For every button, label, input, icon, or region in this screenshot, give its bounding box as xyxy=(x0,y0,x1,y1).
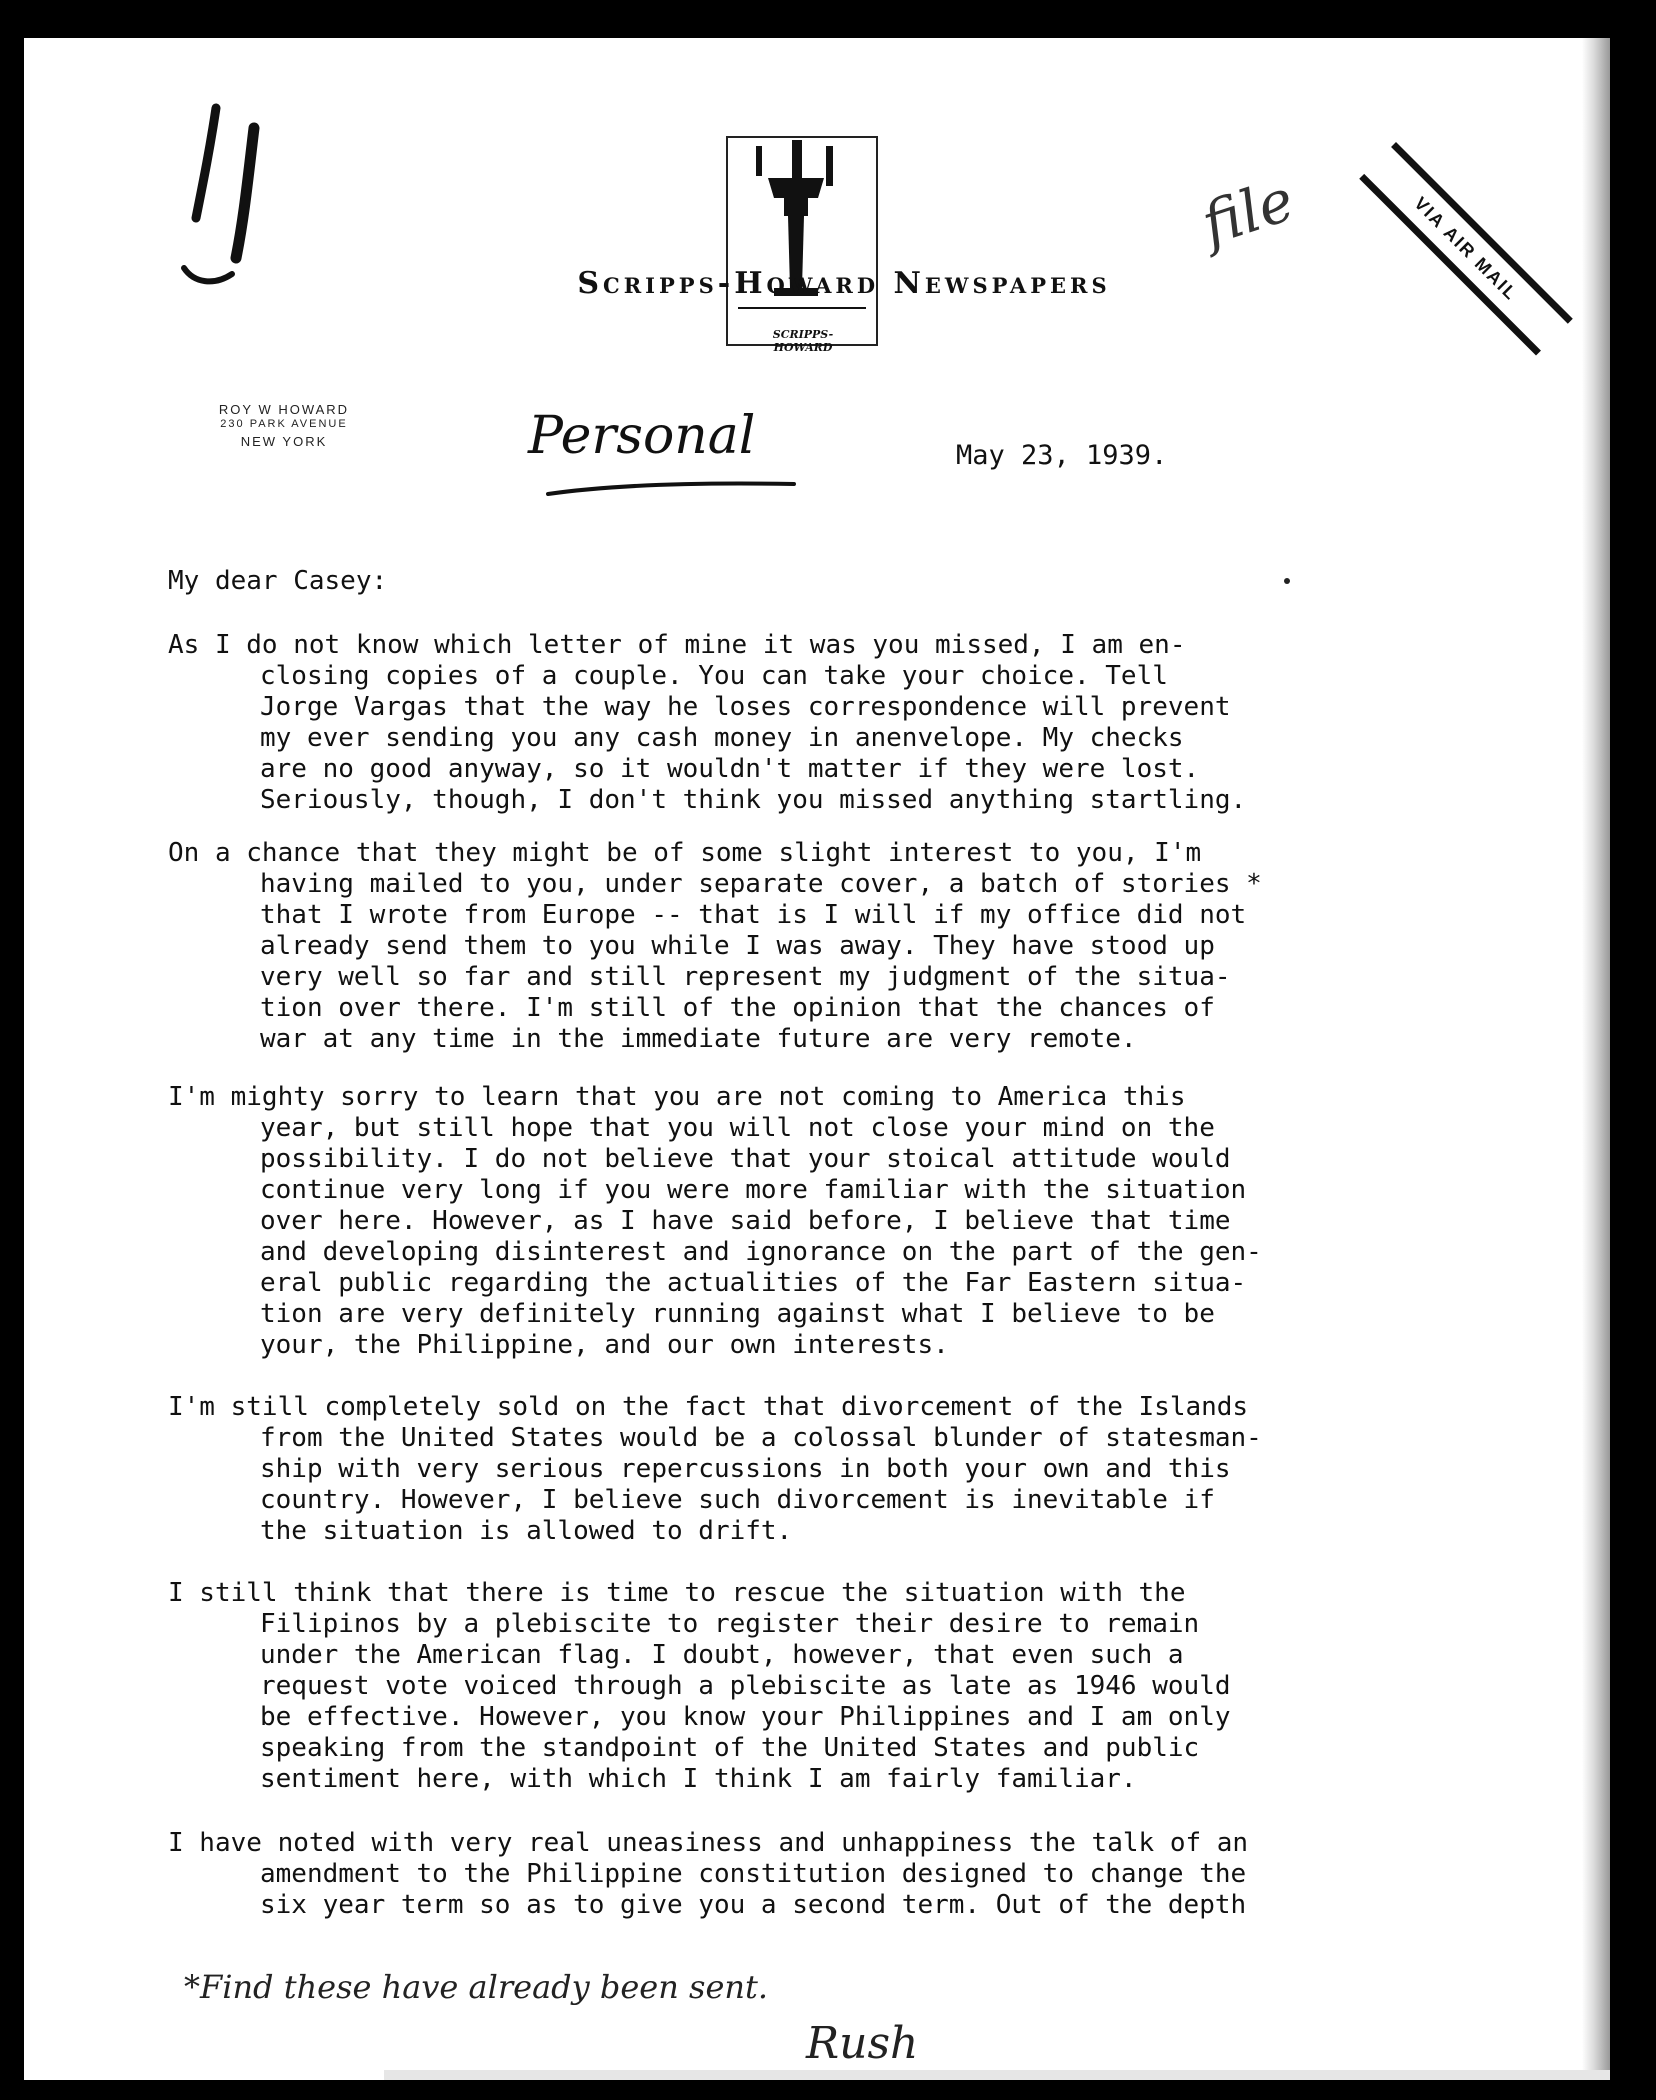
paragraph-line: speaking from the standpoint of the United States and public xyxy=(260,1733,1200,1763)
paragraph xyxy=(168,1392,1478,1547)
paragraph-line: ship with very serious repercussions in both your own and this xyxy=(260,1454,1231,1484)
paragraph-line: As I do not know which letter of mine it was you missed, I am en- xyxy=(168,630,1186,660)
paragraph-line: that I wrote from Europe -- that is I will if my office did not xyxy=(260,900,1247,930)
paragraph xyxy=(168,1828,1478,1921)
letter-date: May 23, 1939. xyxy=(956,440,1168,471)
paragraph-line: over here. However, as I have said before, I believe that time xyxy=(260,1206,1231,1236)
paragraph-line: from the United States would be a colossal blunder of statesman- xyxy=(260,1423,1262,1453)
paragraph-line: I have noted with very real uneasiness and unhappiness the talk of an xyxy=(168,1828,1249,1858)
file-annotation: file xyxy=(1193,165,1302,259)
paragraph-line: having mailed to you, under separate cover, a batch of stories * xyxy=(260,869,1262,899)
footnote-annotation: *Find these have already been sent. xyxy=(184,1968,769,2006)
paragraph-line: tion over there. I'm still of the opinion that the chances of xyxy=(260,993,1215,1023)
paragraph-line: Filipinos by a plebiscite to register their desire to remain xyxy=(260,1609,1200,1639)
paragraph-line: six year term so as to give you a second term. Out of the depth xyxy=(260,1890,1247,1920)
personal-underline xyxy=(544,468,804,508)
paragraph-line: year, but still hope that you will not close your mind on the xyxy=(260,1113,1215,1143)
paragraph-line: my ever sending you any cash money in anenvelope. My checks xyxy=(260,723,1184,753)
paragraph-line: request vote voiced through a plebiscite as late as 1946 would xyxy=(260,1671,1231,1701)
paragraph-line: and developing disinterest and ignorance on the part of the gen- xyxy=(260,1237,1262,1267)
sender-street: 230 PARK AVENUE xyxy=(220,418,348,430)
paragraph-line: On a chance that they might be of some slight interest to you, I'm xyxy=(168,838,1202,868)
paragraph-line: the situation is allowed to drift. xyxy=(260,1516,793,1546)
paragraph xyxy=(168,630,1478,816)
paragraph-line: I'm mighty sorry to learn that you are not coming to America this xyxy=(168,1082,1186,1112)
logo-caption: SCRIPPS-HOWARD xyxy=(772,328,834,354)
paragraph-line: Seriously, though, I don't think you missed anything startling. xyxy=(260,785,1247,815)
paragraph-line: I'm still completely sold on the fact that divorcement of the Islands xyxy=(168,1392,1249,1422)
paragraph-line: continue very long if you were more familiar with the situation xyxy=(260,1175,1247,1205)
paragraph-line: amendment to the Philippine constitution designed to change the xyxy=(260,1859,1247,1889)
paragraph xyxy=(168,1082,1478,1361)
paragraph-line: your, the Philippine, and our own interests. xyxy=(260,1330,949,1360)
company-logo xyxy=(726,136,878,346)
paragraph-line: country. However, I believe such divorcement is inevitable if xyxy=(260,1485,1215,1515)
page-edge-shadow xyxy=(1582,38,1610,2080)
paragraph-line: I still think that there is time to rescue the situation with the xyxy=(168,1578,1186,1608)
salutation: My dear Casey: xyxy=(168,566,388,596)
paragraph-line: be effective. However, you know your Philippines and I am only xyxy=(260,1702,1231,1732)
paragraph-line: eral public regarding the actualities of the Far Eastern situa- xyxy=(260,1268,1247,1298)
paragraph-line: war at any time in the immediate future are very remote. xyxy=(260,1024,1137,1054)
paragraph xyxy=(168,838,1478,1055)
paragraph-line: possibility. I do not believe that your stoical attitude would xyxy=(260,1144,1231,1174)
paragraph-line: very well so far and still represent my judgment of the situa- xyxy=(260,962,1231,992)
paragraph-line: sentiment here, with which I think I am fairly familiar. xyxy=(260,1764,1137,1794)
initials-annotation: Rush xyxy=(806,2018,919,2069)
sender-name: ROY W HOWARD xyxy=(218,402,350,417)
letter-page xyxy=(24,38,1610,2080)
lighthouse-logo-icon xyxy=(728,138,876,344)
air-mail-band: VIA AIR MAIL xyxy=(1359,142,1573,356)
paragraph-line: closing copies of a couple. You can take your choice. Tell xyxy=(260,661,1168,691)
paragraph-line: are no good anyway, so it wouldn't matter if they were lost. xyxy=(260,754,1200,784)
personal-annotation: Personal xyxy=(528,406,756,466)
paragraph-line: under the American flag. I doubt, however, that even such a xyxy=(260,1640,1184,1670)
paragraph xyxy=(168,1578,1478,1795)
sender-city: NEW YORK xyxy=(240,434,328,449)
paragraph-line: already send them to you while I was away. They have stood up xyxy=(260,931,1215,961)
pencil-marks-icon xyxy=(174,68,294,308)
company-name: Scripps-Howard Newspapers xyxy=(577,266,1111,301)
paragraph-line: Jorge Vargas that the way he loses correspondence will prevent xyxy=(260,692,1231,722)
paragraph-line: tion are very definitely running against what I believe to be xyxy=(260,1299,1215,1329)
page-bottom-edge xyxy=(384,2070,1610,2080)
